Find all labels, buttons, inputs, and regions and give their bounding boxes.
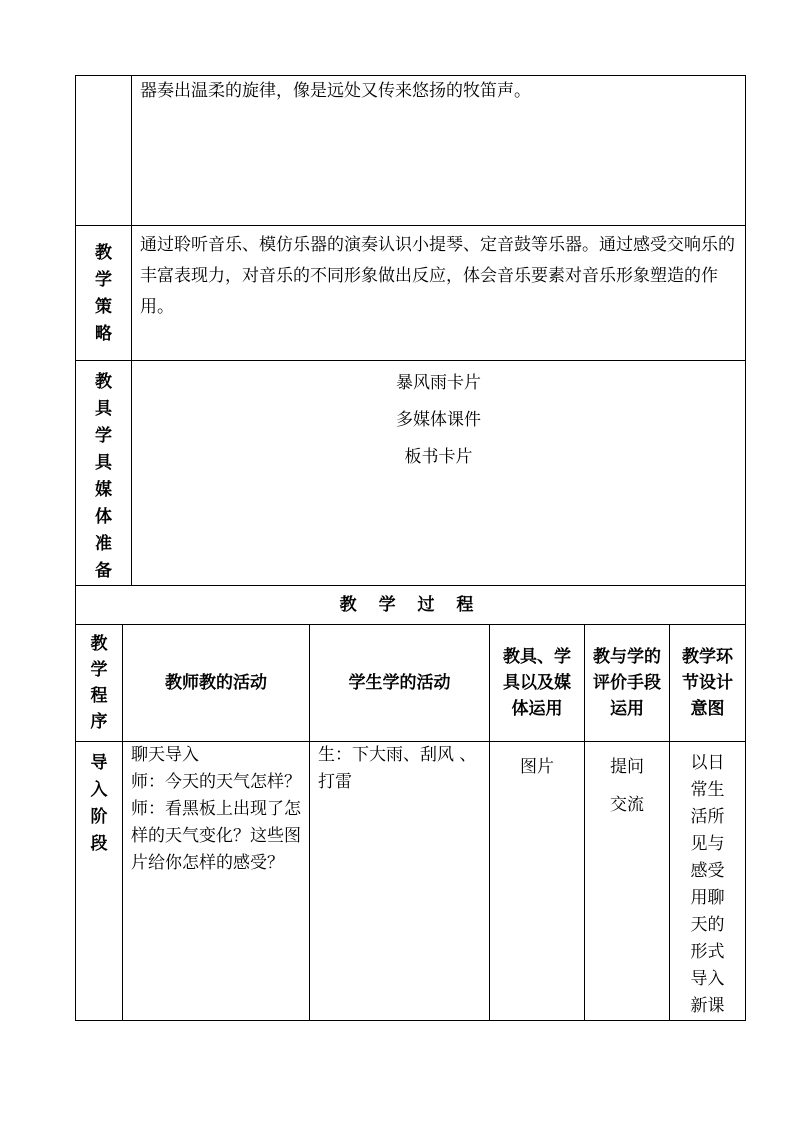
header-char: 程 — [90, 686, 108, 706]
label-char: 备 — [95, 561, 112, 581]
header-char: 学 — [90, 660, 108, 680]
design-line: 感受 — [690, 861, 725, 881]
empty-label-cell — [76, 76, 132, 226]
header-char: 教 — [90, 634, 108, 654]
label-char: 教 — [95, 372, 112, 392]
evaluation-item: 交流 — [610, 795, 644, 815]
header-design-intent: 教学环节设计意图 — [670, 625, 746, 742]
media-item: 多媒体课件 — [396, 410, 481, 430]
stage-char: 入 — [90, 780, 108, 800]
label-char: 教 — [95, 243, 112, 263]
header-char: 序 — [90, 712, 108, 732]
label-char: 体 — [95, 507, 112, 527]
teacher-activity-text: 聊天导入 师：今天的天气怎样？ 师：看黑板上出现了怎样的天气变化？这些图片给你怎样的感受？ — [123, 742, 310, 1021]
header-media-use: 教具、学具以及媒体运用 — [490, 625, 585, 742]
stage-char: 段 — [90, 834, 108, 854]
design-line: 活所 — [690, 807, 725, 827]
design-line: 用聊 — [690, 888, 725, 908]
header-student-activity: 学生学的活动 — [310, 625, 490, 742]
media-item: 板书卡片 — [404, 447, 473, 467]
continuation-text: 器奏出温柔的旋律，像是远处又传来悠扬的牧笛声。 — [132, 76, 746, 226]
intro-stage-row — [76, 742, 746, 1021]
continuation-row — [76, 76, 746, 226]
media-list — [132, 361, 746, 586]
evaluation-item: 提问 — [610, 757, 644, 777]
header-evaluation: 教与学的评价手段运用 — [585, 625, 670, 742]
lesson-plan-top-table — [75, 75, 746, 586]
stage-label — [76, 742, 123, 1021]
media-item: 暴风雨卡片 — [396, 373, 481, 393]
header-teacher-activity: 教师教的活动 — [123, 625, 310, 742]
media-row — [76, 361, 746, 586]
strategy-text: 通过聆听音乐、模仿乐器的演奏认识小提琴、定音鼓等乐器。通过感受交响乐的丰富表现力，对音乐的不同形象做出反应，体会音乐要素对音乐形象塑造的作用。 — [132, 226, 746, 361]
design-line: 形式 — [690, 942, 725, 962]
label-char: 媒 — [95, 480, 112, 500]
process-title: 教 学 过 程 — [76, 586, 746, 625]
label-char: 具 — [95, 453, 112, 473]
media-label — [76, 361, 132, 586]
design-line: 新课 — [690, 996, 725, 1016]
label-char: 准 — [95, 534, 112, 554]
design-line: 见与 — [690, 834, 725, 854]
strategy-row — [76, 226, 746, 361]
stage-char: 导 — [90, 753, 108, 773]
header-procedure — [76, 625, 123, 742]
process-header-row — [76, 625, 746, 742]
label-char: 学 — [95, 426, 112, 446]
evaluation-text — [585, 742, 670, 1021]
label-char: 策 — [95, 297, 112, 317]
design-line: 常生 — [690, 780, 725, 800]
media-use-text: 图片 — [490, 742, 585, 1021]
design-intent-text — [670, 742, 746, 1021]
design-line: 以日 — [690, 753, 725, 773]
label-char: 略 — [95, 324, 112, 344]
design-line: 天的 — [690, 915, 725, 935]
student-activity-text: 生：下大雨、刮风 、打雷 — [310, 742, 490, 1021]
process-title-row — [76, 586, 746, 625]
label-char: 学 — [95, 270, 112, 290]
strategy-label — [76, 226, 132, 361]
design-line: 导入 — [690, 969, 725, 989]
label-char: 具 — [95, 399, 112, 419]
teaching-process-table — [75, 585, 746, 1021]
stage-char: 阶 — [90, 807, 108, 827]
